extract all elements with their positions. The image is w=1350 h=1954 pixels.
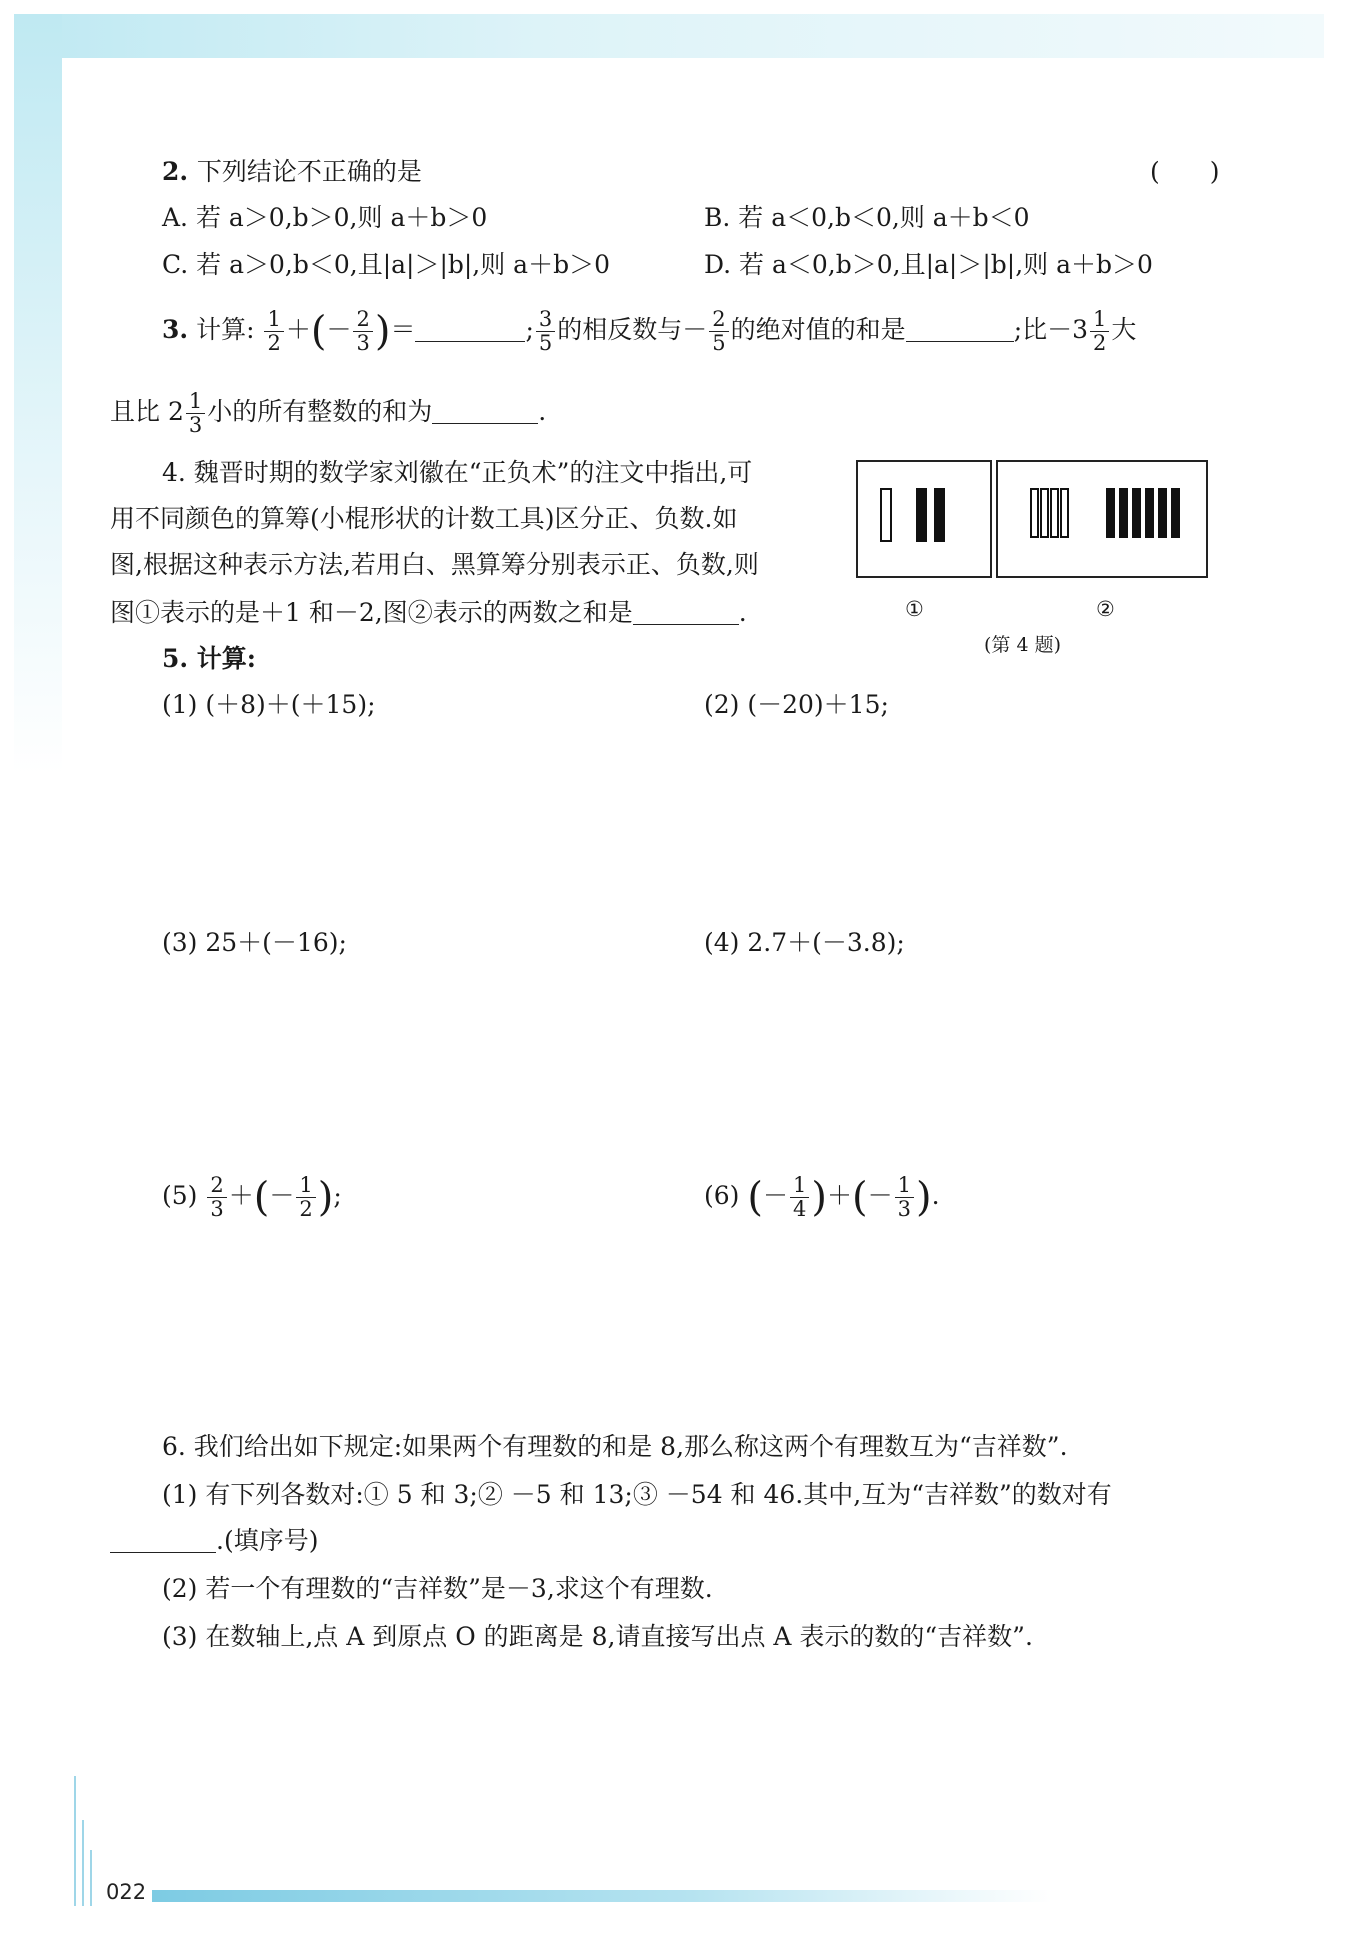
q2-option-d: D. 若 a＜0,b＞0,且|a|＞|b|,则 a＋b＞0 <box>704 250 1153 279</box>
frac-3-5: $\frac{3}{5}$ <box>536 308 555 355</box>
q4-blank <box>633 598 739 625</box>
figure-label-1: ① <box>905 597 924 621</box>
q6-line-3: .(填序号) <box>110 1524 318 1558</box>
q5-item-3: (3) 25＋(－16); <box>162 928 347 957</box>
black-rod <box>1145 488 1154 538</box>
footer-line <box>82 1820 84 1906</box>
black-rod <box>1106 488 1115 538</box>
q3-text-f: 且比 2 <box>110 397 184 426</box>
q3-blank-3 <box>432 397 538 424</box>
q2-option-b: B. 若 a＜0,b＜0,则 a＋b＜0 <box>704 203 1030 232</box>
frac-1-2: $\frac{1}{2}$ <box>264 308 283 355</box>
footer-line <box>90 1850 92 1906</box>
q2-option-c: C. 若 a＞0,b＜0,且|a|＞|b|,则 a＋b＞0 <box>162 250 610 279</box>
q6-line-2: (1) 有下列各数对:① 5 和 3;② －5 和 13;③ －54 和 46.其中,互为“吉祥数”的数对有 <box>162 1480 1112 1509</box>
figure-label-2: ② <box>1096 597 1115 621</box>
q3-text-g: 小的所有整数的和为 <box>207 397 433 426</box>
white-rod <box>1040 488 1049 538</box>
q3-text-b: 的相反数与－ <box>557 315 708 344</box>
counting-rods-figure-2 <box>996 460 1208 578</box>
q6-blank <box>110 1526 216 1553</box>
white-rod <box>1030 488 1039 538</box>
q3-text-a: 计算: <box>196 315 255 344</box>
q4-line-3: 图,根据这种表示方法,若用白、黑算筹分别表示正、负数,则 <box>110 550 759 579</box>
page-number: 022 <box>106 1880 147 1904</box>
q3-text-c: 的绝对值的和是 <box>730 315 906 344</box>
black-rod <box>916 488 927 542</box>
black-rod <box>1171 488 1180 538</box>
black-rod <box>1158 488 1167 538</box>
frac-1-2b: $\frac{1}{2}$ <box>1090 308 1109 355</box>
q2-title: 2. 下列结论不正确的是 <box>162 157 422 186</box>
q5-title: 5. 计算: <box>162 644 257 673</box>
black-rod <box>1132 488 1141 538</box>
frac-1-3: $\frac{1}{3}$ <box>186 390 205 437</box>
frac-2-5: $\frac{2}{5}$ <box>709 308 728 355</box>
q5-item-5: (5) $\frac{2}{3}$ ＋(－ $\frac{1}{2}$ ); <box>162 1173 342 1221</box>
q3-line-2: 且比 2 $\frac{1}{3}$ 小的所有整数的和为 . <box>110 389 547 437</box>
left-decor-band <box>14 14 62 774</box>
white-rod <box>880 488 892 542</box>
frac-2-3: $\frac{2}{3}$ <box>353 308 372 355</box>
q5-item-1: (1) (＋8)＋(＋15); <box>162 690 376 719</box>
black-rod <box>1119 488 1128 538</box>
q5-item-6: (6) (－ $\frac{1}{4}$ )＋(－ $\frac{1}{3}$ ). <box>704 1173 940 1221</box>
q5-item-2: (2) (－20)＋15; <box>704 690 889 719</box>
q3-text-d: ;比－3 <box>1013 315 1089 344</box>
q4-line-1: 4. 魏晋时期的数学家刘徽在“正负术”的注文中指出,可 <box>162 458 753 487</box>
footer-line <box>74 1776 76 1906</box>
q3-blank-1 <box>415 315 525 342</box>
q3-number: 3. <box>162 315 189 344</box>
q4-line-2: 用不同颜色的算筹(小棍形状的计数工具)区分正、负数.如 <box>110 504 738 533</box>
q2-answer-bracket: ( ) <box>1150 157 1220 186</box>
q3-text-e: 大 <box>1111 315 1137 344</box>
white-rod <box>1050 488 1059 538</box>
top-decor-band <box>14 14 1324 58</box>
q3-line-1: 3. 计算: $\frac{1}{2}$ ＋(－ $\frac{2}{3}$ )＝ ; $\frac{3}{5}$ 的相反数与－ $\frac{2}{5}$ 的绝对值的和是 ;比－3 $\frac{1}{2}$ 大 <box>162 307 1137 355</box>
counting-rods-figure-1 <box>856 460 992 578</box>
footer-bar <box>152 1890 1052 1902</box>
q2-option-a: A. 若 a＞0,b＞0,则 a＋b＞0 <box>162 203 488 232</box>
white-rod <box>1060 488 1069 538</box>
q5-item-4: (4) 2.7＋(－3.8); <box>704 928 905 957</box>
q4-line-4: 图①表示的是＋1 和－2,图②表示的两数之和是 . <box>110 598 747 627</box>
q6-line-5: (3) 在数轴上,点 A 到原点 O 的距离是 8,请直接写出点 A 表示的数的“吉祥数”. <box>162 1622 1033 1651</box>
black-rod <box>934 488 945 542</box>
figure-caption: (第 4 题) <box>984 634 1061 656</box>
q3-blank-2 <box>906 315 1014 342</box>
q6-line-4: (2) 若一个有理数的“吉祥数”是－3,求这个有理数. <box>162 1574 713 1603</box>
q6-line-1: 6. 我们给出如下规定:如果两个有理数的和是 8,那么称这两个有理数互为“吉祥数”. <box>162 1432 1068 1461</box>
